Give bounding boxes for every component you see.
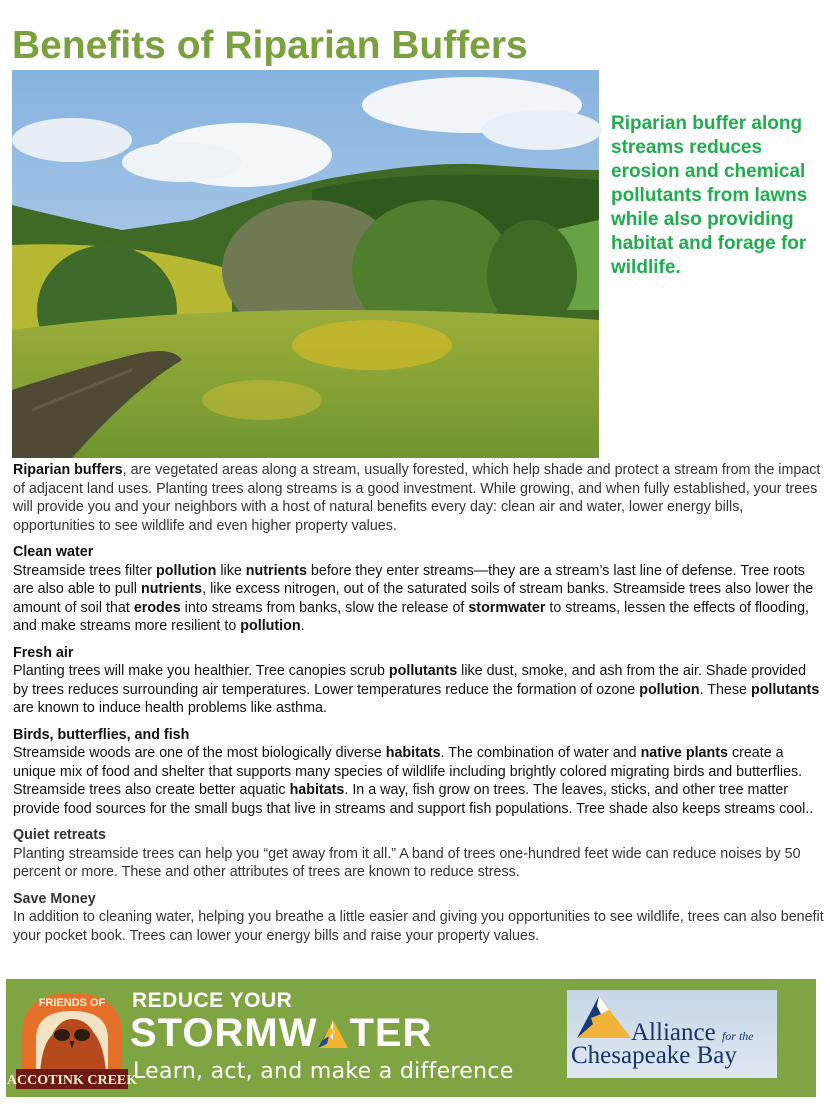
- bold-term: pollutants: [388, 663, 458, 679]
- text-run: are known to induce health problems like asthma.: [13, 700, 327, 716]
- bold-term: pollutants: [750, 681, 820, 698]
- stormwater-pre: STORMW: [130, 1011, 318, 1055]
- text-run: . These: [699, 681, 751, 698]
- callout-text: Riparian buffer along streams reduces erosion and chemical pollutants from lawns while also providing habitat and forage for wildlife.: [611, 113, 808, 278]
- section-save-money: [13, 890, 825, 946]
- section-text: [13, 845, 825, 882]
- friends-of-text: FRIENDS OF: [38, 997, 106, 1009]
- bold-term: pollution: [639, 681, 700, 698]
- text-run: . In a way, fish grow on trees. The leaves, sticks, and other tree matter provide food sources for the small bugs that live in streams and support fish populations. Tree shade also keeps streams cool..: [13, 782, 814, 817]
- text-run: . The combination of water and: [440, 745, 641, 761]
- bold-term: nutrients: [245, 562, 307, 579]
- bold-term: erodes: [133, 599, 181, 616]
- text-run: like: [216, 562, 246, 579]
- section-text: [13, 662, 825, 718]
- stormwater-post: TER: [349, 1011, 433, 1055]
- section-heading: Fresh air: [13, 644, 74, 661]
- page-title: Benefits of Riparian Buffers: [12, 24, 528, 67]
- intro-paragraph: [13, 461, 825, 535]
- reduce-your-text: REDUCE YOUR: [132, 989, 293, 1012]
- text-run: Streamside woods are one of the most biologically diverse: [13, 745, 386, 761]
- section-heading: Birds, butterflies, and fish: [13, 726, 190, 743]
- section-clean-water: [13, 543, 825, 636]
- bold-term: stormwater: [468, 599, 546, 616]
- text-run: Streamside trees filter: [13, 562, 157, 579]
- friends-of-accotink-creek-logo: [6, 989, 138, 1089]
- text-run: .: [300, 618, 305, 634]
- footer-banner: [6, 979, 816, 1097]
- text-run: In addition to cleaning water, helping you breathe a little easier and giving you opportunities to see wildlife, trees can also benefit your pocket book. Trees can lower your energy bills and raise your property values.: [13, 909, 824, 944]
- bold-term: habitats: [289, 782, 345, 798]
- article-body: [13, 461, 825, 953]
- section-heading: Save Money: [13, 890, 96, 907]
- bold-term: habitats: [385, 745, 441, 761]
- section-heading: Clean water: [13, 544, 94, 560]
- intro-lead: Riparian buffers: [13, 462, 123, 478]
- tagline: Learn, act, and make a difference: [133, 1059, 514, 1084]
- mountain-icon: [317, 1018, 349, 1050]
- text-run: like dust, smoke, and ash from the air. Shade provided by trees reduces surrounding air temperatures. Lower temperatures reduce the formation of ozone: [13, 663, 807, 698]
- mountain-icon: [573, 994, 637, 1042]
- owl-icon: [6, 989, 138, 1089]
- text-run: Planting streamside trees can help you “get away from it all.” A band of trees one-hundred feet wide can reduce noises by 50 percent or more. These and other attributes of trees are known to reduce stress.: [13, 845, 801, 880]
- stormwater-text: [130, 1011, 432, 1055]
- text-run: , like excess nitrogen, out of the saturated soils of stream banks. Streamside trees also lower the amount of soil that: [13, 581, 814, 616]
- section-birds-butterflies-fish: [13, 726, 825, 819]
- for-the-text: for the: [721, 1029, 754, 1043]
- text-run: into streams from banks, slow the release of: [180, 599, 469, 616]
- bold-term: native plants: [640, 745, 728, 761]
- section-text: [13, 744, 825, 818]
- alliance-word: Alliance: [631, 1019, 716, 1046]
- section-fresh-air: [13, 644, 825, 718]
- bold-term: nutrients: [140, 581, 203, 597]
- riparian-stream-photo: [12, 70, 599, 458]
- accotink-creek-text: ACCOTINK CREEK: [6, 1073, 138, 1088]
- intro-text: , are vegetated areas along a stream, usually forested, which help shade and protect a stream from the impact of adjacent land uses. Planting trees along streams is a good investment. While growing, and when fully established, your trees will provide you and your neighbors with a host of natural benefits every day: clean air and water, lower energy bills, opportunities to see wildlife and even higher property values.: [13, 462, 821, 534]
- text-run: to streams, lessen the effects of flooding, and make streams more resilient to: [13, 599, 810, 634]
- alliance-chesapeake-bay-logo: [567, 990, 777, 1078]
- text-run: before they enter streams—they are a stream’s last line of defense. Tree roots are also able to pull: [13, 562, 805, 597]
- bold-term: pollution: [240, 618, 301, 634]
- text-run: create a unique mix of food and shelter that supports many species of wildlife including brightly colored migrating birds and butterflies. Streamside trees also create better aquatic: [13, 745, 803, 798]
- bold-term: pollution: [156, 562, 217, 579]
- text-run: Planting trees will make you healthier. Tree canopies scrub: [13, 663, 389, 679]
- section-text: [13, 908, 825, 945]
- section-quiet-retreats: [13, 826, 825, 882]
- section-text: [13, 562, 825, 636]
- alliance-line2: Chesapeake Bay: [571, 1042, 737, 1069]
- section-heading: Quiet retreats: [13, 827, 106, 843]
